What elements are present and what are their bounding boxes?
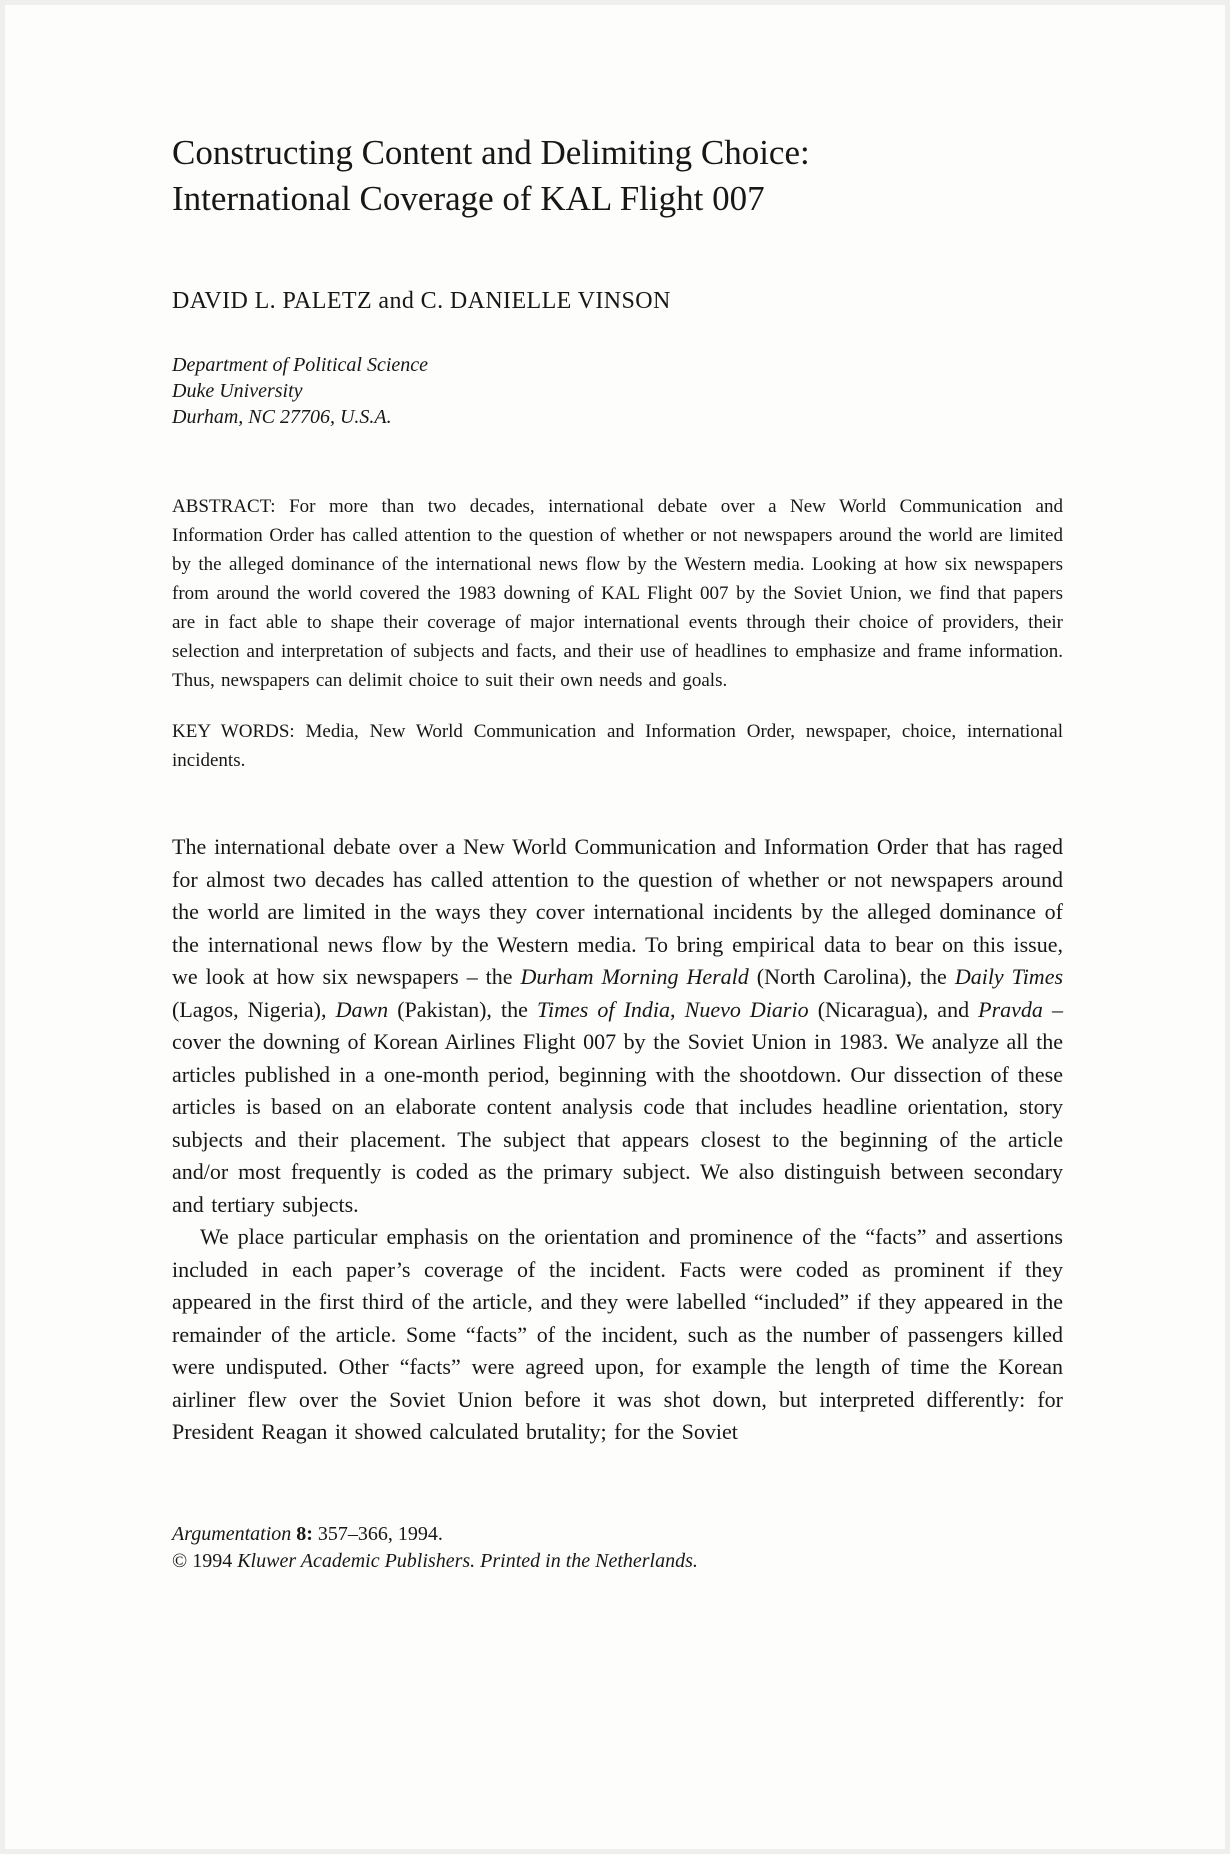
body-paragraph-2: We place particular emphasis on the orientation and prominence of the “facts” and assertions included in each paper’s coverage of the incident. Facts were coded as prominent if they appeared in the first third of the article, and they were labelled “included” if they appeared in the remainder of the article. Some “facts” of the incident, such as the number of passengers killed were undisputed. Other “facts” were agreed upon, for example the length of time the Korean airliner flew over the Soviet Union before it was shot down, but interpreted differently: for President Reagan it showed calculated brutality; for the Soviet [172, 1224, 1063, 1444]
journal-citation: Argumentation 8: 357–366, 1994. [172, 1522, 443, 1545]
authors-line: DAVID L. PALETZ and C. DANIELLE VINSON [172, 288, 671, 314]
keywords-paragraph: KEY WORDS: Media, New World Communication and Information Order, newspaper, choice, international incidents. [172, 721, 1063, 771]
copyright-line: © 1994 Kluwer Academic Publishers. Printed in the Netherlands. [172, 1549, 698, 1572]
abstract-paragraph: ABSTRACT: For more than two decades, international debate over a New World Communication and Information Order has called attention to the question of whether or not newspapers around the world are limited by the alleged dominance of the international news flow by the Western media. Looking at how six newspapers from around the world covered the 1983 downing of KAL Flight 007 by the Soviet Union, we find that papers are in fact able to shape their coverage of major international events through their choice of providers, their selection and interpretation of subjects and facts, and their use of headlines to emphasize and frame information. Thus, newspapers can delimit choice to suit their own needs and goals. [172, 496, 1063, 691]
article-body [172, 831, 1063, 1449]
article-title [172, 130, 1063, 222]
affiliation-address: Durham, NC 27706, U.S.A. [172, 406, 392, 428]
article-title-line1: Constructing Content and Delimiting Choice: [172, 133, 810, 172]
page-content [172, 0, 1063, 1575]
page-footer [172, 1521, 1063, 1575]
affiliation-university: Duke University [172, 380, 303, 402]
affiliation-block [172, 352, 1063, 430]
article-title-line2: International Coverage of KAL Flight 007 [172, 179, 765, 218]
body-paragraph-1: The international debate over a New World Communication and Information Order that has raged for almost two decades has called attention to the question of whether or not newspapers around the world are limited in the ways they cover international incidents by the alleged dominance of the international news flow by the Western media. To bring empirical data to bear on this issue, we look at how six newspapers – the Durham Morning Herald (North Carolina), the Daily Times (Lagos, Nigeria), Dawn (Pakistan), the Times of India, Nuevo Diario (Nicaragua), and Pravda – cover the downing of Korean Airlines Flight 007 by the Soviet Union in 1983. We analyze all the articles published in a one-month period, beginning with the shootdown. Our dissection of these articles is based on an elaborate content analysis code that includes headline orientation, story subjects and their placement. The subject that appears closest to the beginning of the article and/or most frequently is coded as the primary subject. We also distinguish between secondary and tertiary subjects. [172, 834, 1064, 1217]
affiliation-department: Department of Political Science [172, 354, 429, 376]
